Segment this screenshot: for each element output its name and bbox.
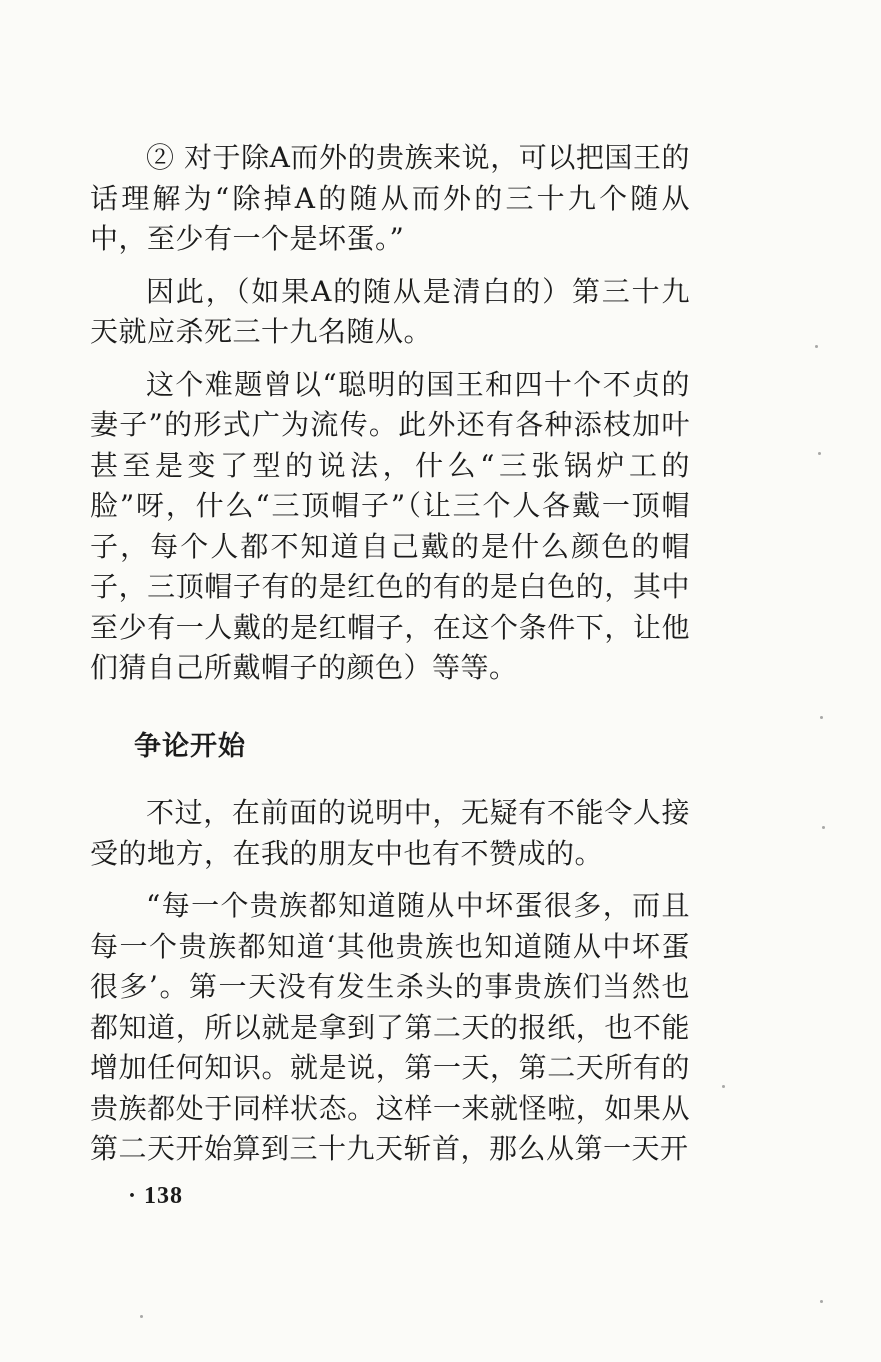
scan-speck [820,1300,823,1303]
paragraph-2: 因此，（如果A的随从是清白的）第三十九天就应杀死三十九名随从。 [90,274,690,348]
section-heading: 争论开始 [134,730,246,762]
scan-speck [820,716,823,719]
paragraph-5: “每一个贵族都知道随从中坏蛋很多，而且每一个贵族都知道‘其他贵族也知道随从中坏蛋很多’。第一天没有发生杀头的事贵族们当然也都知道，所以就是拿到了第二天的报纸，也不能增加任何知识。就是说，第一天，第二天所有的贵族都处于同样状态。这样一来就怪啦，如果从第二天开始算到三十九天斩首，那么从第一天开 [90,889,690,1165]
scan-speck [822,826,825,829]
scan-speck [722,1085,725,1088]
paragraph-4: 不过，在前面的说明中，无疑有不能令人接受的地方，在我的朋友中也有不赞成的。 [90,796,690,870]
body-text [90,138,690,1182]
scan-speck [815,345,818,348]
page-number: · 138 [128,1183,184,1209]
scan-speck [140,1315,143,1318]
paragraph-1: ② 对于除A而外的贵族来说，可以把国王的话理解为“除掉A的随从而外的三十九个随从中，至少有一个是坏蛋。” [90,141,690,255]
scan-speck [818,452,821,455]
paragraph-3: 这个难题曾以“聪明的国王和四十个不贞的妻子”的形式广为流传。此外还有各种添枝加叶甚至是变了型的说法，什么“三张锅炉工的脸”呀，什么“三顶帽子”（让三个人各戴一顶帽子，每个人都不知道自己戴的是什么颜色的帽子，三顶帽子有的是红色的有的是白色的，其中至少有一人戴的是红帽子，在这个条件下，让他们猜自己所戴帽子的颜色）等等。 [90,367,690,684]
